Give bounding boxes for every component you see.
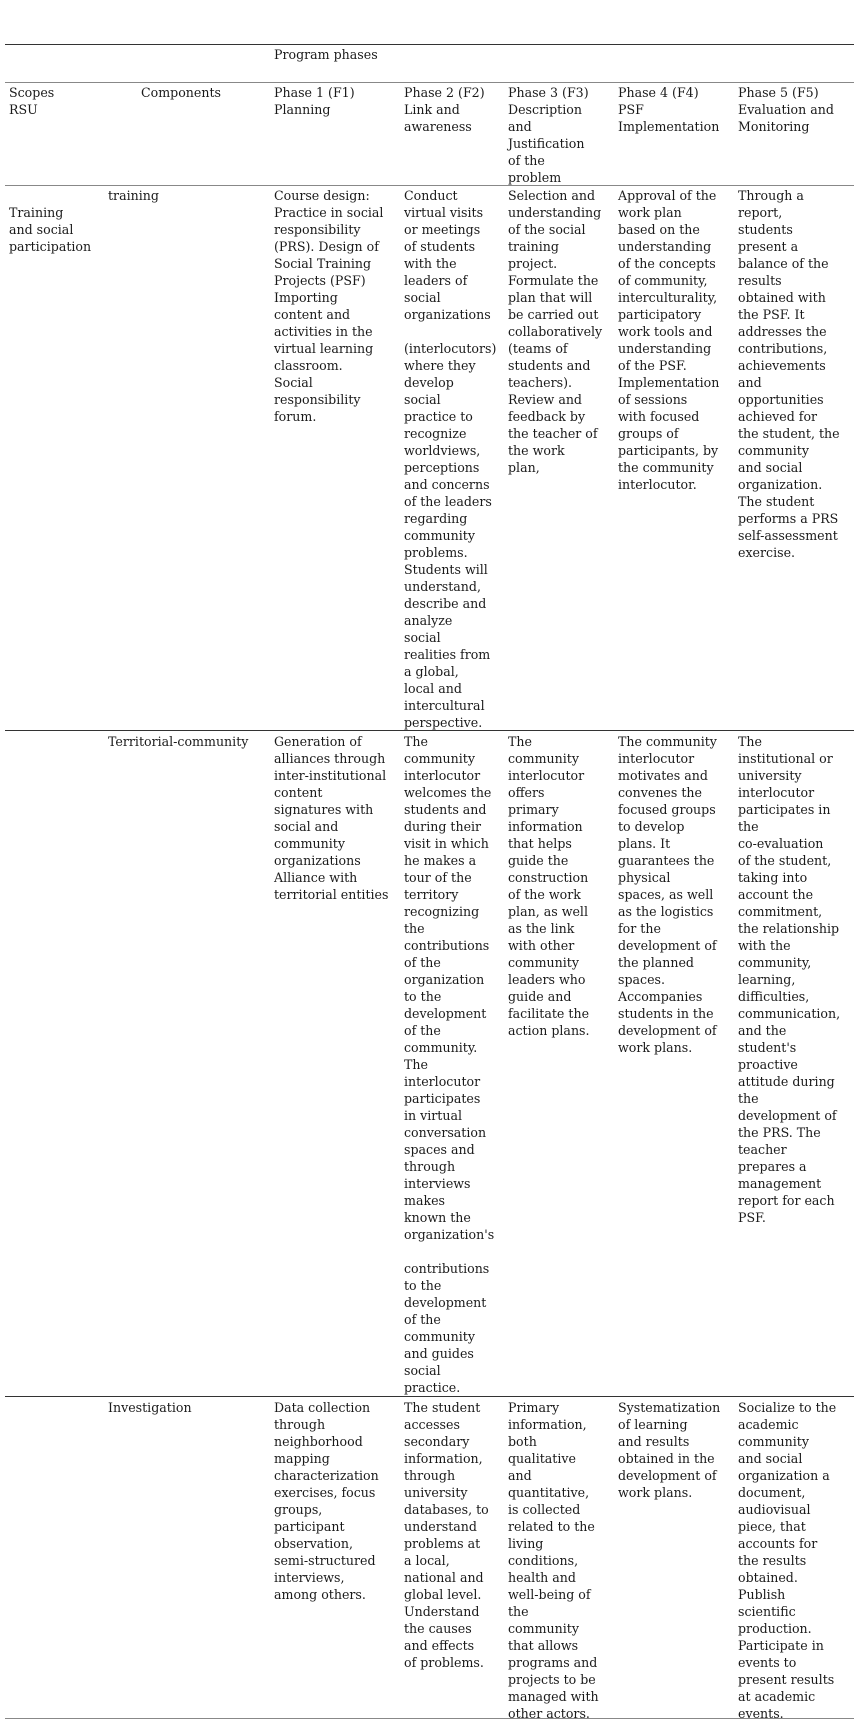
phase-2-header: Phase 2 (F2) Link and awareness [404,85,485,134]
row-phase-4: The community interlocutor motivates and convenes the focused groups to develop plans. It guarantees the physical spaces, as well as the logistics for the development of the planned spaces. Accompanies students in the development of work plans. [618,734,717,1055]
table-bottom-rule [5,1718,854,1719]
row-phase-1: Data collection through neighborhood mapping characterization exercises, focus groups, participant observation, semi-structured interviews, among others. [274,1400,379,1602]
row-phase-3: The community interlocutor offers primary information that helps guide the construction of the work plan, as well as the link with other community leaders who guide and facilitate the action plans. [508,734,590,1038]
row-component: Investigation [108,1400,192,1415]
row-phase-5: Socialize to the academic community and social organization a document, audiovisual piece, that accounts for the results obtained. Publish scientific production. Participate in events to present results at academic events. [738,1400,837,1721]
row-scope: Training and social participation [9,205,92,254]
phase-5-header: Phase 5 (F5) Evaluation and Monitoring [738,85,834,134]
scopes-header: Scopes RSU [9,85,55,117]
row-phase-4: Systematization of learning and results obtained in the development of work plans. [618,1400,721,1500]
row-phase-3: Primary information, both qualitative and quantitative, is collected related to the living conditions, health and well-being of the community that allows programs and projects to be managed with other actors. [508,1400,599,1721]
row-phase-1: Course design: Practice in social responsibility (PRS). Design of Social Training Projects (PSF) Importing content and activities in the virtual learning classroom. Social responsibility forum. [274,188,384,424]
row-component: Territorial-community [108,734,249,749]
row-phase-2: The student accesses secondary information, through university databases, to understand problems at a local, national and global level. Understand the causes and effects of problems. [404,1400,489,1670]
row-phase-3: Selection and understanding of the social training project. Formulate the plan that will be carried out collaboratively (teams of students and teachers). Review and feedback by the teacher of the work plan, [508,188,603,475]
row-phase-4: Approval of the work plan based on the understanding of the concepts of community, interculturality, participatory work tools and understanding of the PSF. Implementation of sessions with focused groups of participants, by the community interlocutor. [618,188,720,492]
components-header: Components [141,85,222,100]
row-2-bottom-rule [5,1396,854,1397]
row-phase-5: Through a report, students present a balance of the results obtained with the PSF. It addresses the contributions, achievements and opportunities achieved for the student, the community and social organization. The student performs a PRS self-assessment exercise. [738,188,840,560]
row-component: training [108,188,159,203]
phase-1-header: Phase 1 (F1) Planning [274,85,355,117]
header-bottom-rule [5,185,854,186]
row-phase-2: The community interlocutor welcomes the students and during their visit in which he makes a tour of the territory recognizing the contributions of the organization to the development of the community. The interlocutor participates in virtual conversation spaces and through interviews makes known the organization's contributions to the development of the community and guides social practice. [404,734,495,1395]
header-group-rule [5,82,854,83]
program-phases-header: Program phases [274,47,378,62]
row-phase-1: Generation of alliances through inter-institutional content signatures with social and community organizations Alliance with territorial entities [274,734,389,902]
table-top-rule [5,44,854,45]
phase-3-header: Phase 3 (F3) Description and Justification of the problem [508,85,589,185]
phase-4-header: Phase 4 (F4) PSF Implementation [618,85,720,134]
row-phase-5: The institutional or university interlocutor participates in the co-evaluation of the student, taking into account the commitment, the relationship with the community, learning, difficulties, communication, and the student's proactive attitude during the development of the PRS. The teacher prepares a management report for each PSF. [738,734,841,1225]
row-phase-2: Conduct virtual visits or meetings of students with the leaders of social organizations (interlocutors) where they develop social practice to recognize worldviews, perceptions and concerns of the leaders regarding community problems. Students will understand, describe and analyze social realities from a global, local and intercultural perspective. [404,188,497,730]
